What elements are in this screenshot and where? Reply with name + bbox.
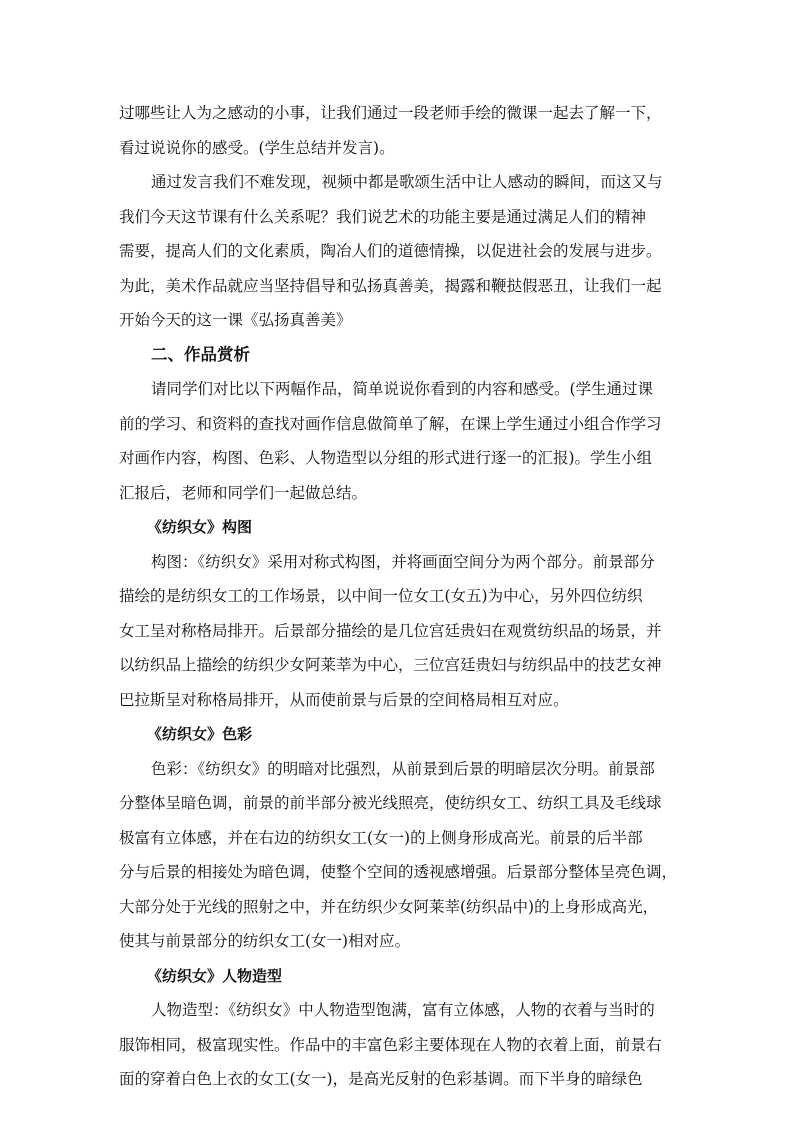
body-text-line: 看过说说你的感受。(学生总结并发言)。 bbox=[119, 138, 395, 157]
body-text-line: 我们今天这节课有什么关系呢？我们说艺术的功能主要是通过满足人们的精神 bbox=[119, 207, 647, 226]
body-text-line: 过哪些让人为之感动的小事，让我们通过一段老师手绘的微课一起去了解一下， bbox=[119, 104, 662, 122]
body-text-line: 汇报后，老师和同学们一起做总结。 bbox=[119, 483, 368, 502]
body-text-line: 服饰相同，极富现实性。作品中的丰富色彩主要体现在人物的衣着上面，前景右 bbox=[119, 1035, 662, 1054]
body-text-line: 巴拉斯呈对称格局排开，从而使前景与后景的空间格局相互对应。 bbox=[119, 690, 569, 709]
subsection-heading: 《纺织女》色彩 bbox=[147, 725, 253, 743]
body-text-line: 极富有立体感，并在右边的纺织女工(女一)的上侧身形成高光。前景的后半部 bbox=[119, 828, 643, 847]
body-text-line: 开始今天的这一课《弘扬真善美》 bbox=[119, 311, 352, 329]
paragraph-start-line: 请同学们对比以下两幅作品，简单说说你看到的内容和感受。(学生通过课 bbox=[151, 380, 654, 398]
subsection-heading: 《纺织女》人物造型 bbox=[147, 966, 283, 985]
body-text-line: 大部分处于光线的照射之中，并在纺织少女阿莱莘(纺织品中)的上身形成高光， bbox=[119, 897, 659, 916]
body-text-line: 女工呈对称格局排开。后景部分描绘的是几位宫廷贵妇在观赏纺织品的场景，并 bbox=[119, 621, 662, 640]
body-text-line: 使其与前景部分的纺织女工(女一)相对应。 bbox=[119, 932, 411, 950]
body-text-line: 以纺织品上描绘的纺织少女阿莱莘为中心，三位宫廷贵妇与纺织品中的技艺女神 bbox=[119, 656, 662, 674]
body-text-line: 需要，提高人们的文化素质，陶冶人们的道德情操，以促进社会的发展与进步。 bbox=[119, 242, 662, 260]
body-text-line: 分与后景的相接处为暗色调，使整个空间的透视感增强。后景部分整体呈亮色调， bbox=[119, 863, 678, 881]
body-text-line: 对画作内容，构图、色彩、人物造型以分组的形式进行逐一的汇报)。学生小组 bbox=[119, 449, 653, 467]
body-text-line: 前的学习、和资料的查找对画作信息做简单了解，在课上学生通过小组合作学习 bbox=[119, 414, 662, 433]
subsection-heading: 《纺织女》构图 bbox=[147, 518, 253, 536]
body-text-line: 面的穿着白色上衣的女工(女一)，是高光反射的色彩基调。而下半身的暗绿色 bbox=[119, 1070, 643, 1088]
body-text-line: 为此，美术作品就应当坚持倡导和弘扬真善美，揭露和鞭挞假恶丑，让我们一起 bbox=[119, 276, 662, 295]
body-text-line: 描绘的是纺织女工的工作场景，以中间一位女工(女五)为中心，另外四位纺织 bbox=[119, 587, 643, 605]
body-text-line: 分整体呈暗色调，前景的前半部分被光线照亮，使纺织女工、纺织工具及毛线球 bbox=[119, 794, 662, 812]
paragraph-start-line: 构图：《纺织女》采用对称式构图，并将画面空间分为两个部分。前景部分 bbox=[151, 552, 655, 571]
paragraph-start-line: 色彩：《纺织女》的明暗对比强烈，从前景到后景的明暗层次分明。前景部 bbox=[151, 759, 655, 778]
document-body bbox=[119, 96, 687, 1097]
paragraph-start-line: 人物造型：《纺织女》中人物造型饱满，富有立体感，人物的衣着与当时的 bbox=[151, 1001, 655, 1019]
paragraph-start-line: 通过发言我们不难发现，视频中都是歌颂生活中让人感动的瞬间，而这又与 bbox=[151, 173, 663, 191]
section-heading: 二、作品赏析 bbox=[151, 344, 250, 364]
